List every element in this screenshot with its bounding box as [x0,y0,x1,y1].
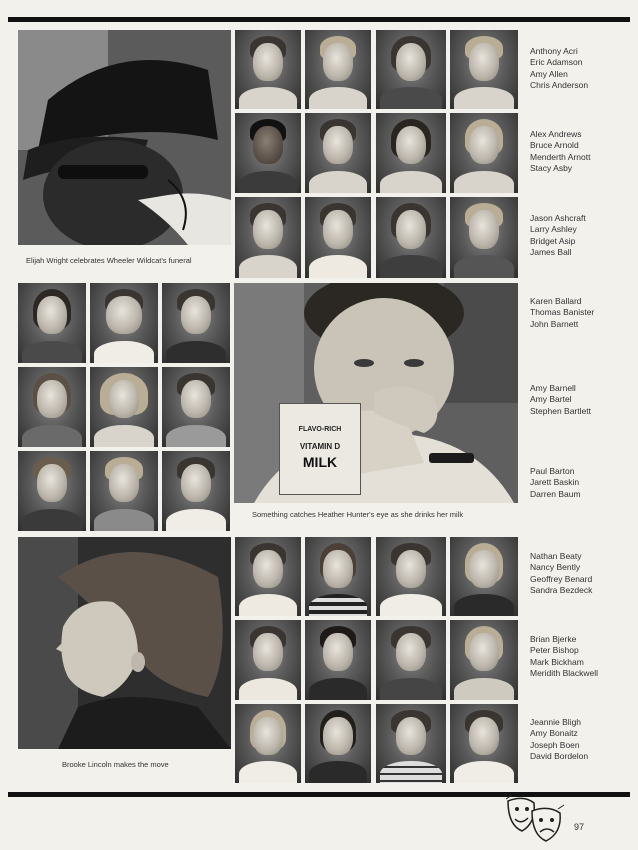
student-name: Peter Bishop [530,645,579,656]
portrait [162,451,230,531]
student-name: Stephen Bartlett [530,405,591,416]
portrait [18,283,86,363]
portrait [235,197,301,278]
student-name: Jeannie Bligh [530,717,582,727]
names-group-7 [530,551,592,596]
portrait [90,367,158,447]
student-name: Jason Ashcraft [530,213,586,223]
student-name: Bruce Arnold [530,140,579,151]
names-group-2 [530,129,590,174]
portrait [450,620,518,700]
student-name: Bridget Asip [530,235,576,246]
names-group-4 [530,296,594,330]
names-group-1 [530,46,588,91]
names-group-3 [530,213,586,258]
caption-elijah: Elijah Wright celebrates Wheeler Wildcat's funeral [26,256,192,265]
caption-heather: Something catches Heather Hunter's eye as she drinks her milk [252,510,464,519]
student-name: Amy Barnell [530,383,576,393]
student-name: David Bordelon [530,750,589,761]
student-name: Amy Allen [530,68,568,79]
names-group-8 [530,634,598,679]
cap-photo-illustration [18,30,231,245]
page-number: 97 [574,822,585,832]
student-name: Amy Bonaitz [530,728,578,739]
student-name: Sandra Bezdeck [530,584,593,595]
portrait [162,367,230,447]
student-name: Jarett Baskin [530,477,580,488]
portrait [235,620,301,700]
student-name: Darren Baum [530,488,581,499]
names-group-6 [530,466,581,500]
portrait [305,113,371,193]
portrait [376,537,446,616]
student-name: Meridith Blackwell [530,667,599,678]
names-group-5 [530,383,591,417]
student-name: Joseph Boen [530,739,580,750]
portrait [450,30,518,109]
portrait [305,197,371,278]
names-group-9 [530,717,588,762]
portrait [450,113,518,193]
portrait [450,537,518,616]
portrait [376,197,446,278]
student-name: Anthony Acri [530,46,578,56]
student-name: Amy Bartel [530,394,572,405]
student-name: James Ball [530,246,572,257]
student-name: Stacy Asby [530,162,573,173]
portrait [305,30,371,109]
portrait [162,283,230,363]
milk-carton-vitamin: VITAMIN D [299,442,341,451]
student-name: Larry Ashley [530,224,577,235]
portrait [235,704,301,783]
milk-carton-milk: MILK [302,454,338,470]
student-name: Nathan Beaty [530,551,582,561]
portrait [235,30,301,109]
student-name: Alex Andrews [530,129,582,139]
theater-masks-icon [504,795,566,845]
student-name: Brian Bjerke [530,634,577,644]
caption-brooke: Brooke Lincoln makes the move [62,760,169,769]
top-rule [8,17,630,22]
portrait [90,451,158,531]
student-name: Chris Anderson [530,79,589,90]
student-name: John Barnett [530,318,579,329]
portrait [305,620,371,700]
portrait [235,537,301,616]
student-name: Mark Bickham [530,656,584,667]
portrait [305,537,371,616]
student-name: Nancy Bently [530,562,581,573]
portrait [235,113,301,193]
profile-photo-illustration [18,537,231,749]
portrait [18,367,86,447]
portrait [376,620,446,700]
student-name: Eric Adamson [530,57,583,68]
milk-carton-brand: FLAVO-RICH [298,426,342,433]
portrait [376,113,446,193]
portrait [450,197,518,278]
student-name: Paul Barton [530,466,575,476]
portrait [376,30,446,109]
student-name: Geoffrey Benard [530,573,593,584]
student-name: Karen Ballard [530,296,582,306]
portrait [450,704,518,783]
portrait [18,451,86,531]
candid-photo-profile [18,537,231,749]
student-name: Thomas Banister [530,307,595,318]
portrait [305,704,371,783]
milk-photo-illustration [234,283,518,503]
portrait [90,283,158,363]
milk-carton [279,403,361,495]
student-name: Menderth Arnott [530,151,591,162]
portrait [376,704,446,783]
candid-photo-milk [234,283,518,503]
candid-photo-cap [18,30,231,245]
